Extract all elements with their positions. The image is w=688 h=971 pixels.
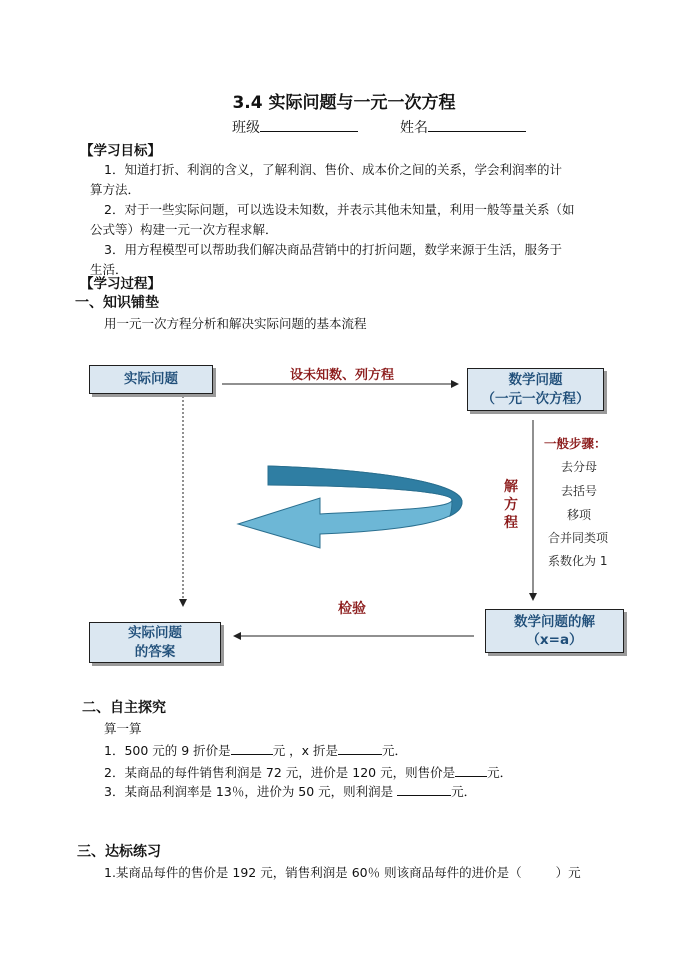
box-math-solution-line-2: （x=a） (526, 632, 583, 648)
class-label: 班级 (232, 120, 260, 136)
practice-q1-part-b: ）元 (555, 865, 581, 880)
section-2-subheading: 算一算 (104, 721, 142, 736)
step-2: 去括号 (561, 484, 598, 498)
section-2-heading: 二、自主探究 (82, 700, 166, 716)
q2-blank[interactable] (455, 762, 487, 777)
objective-3-line-1: 3．用方程模型可以帮助我们解决商品营销中的打折问题，数学来源于生活，服务于 (104, 242, 562, 257)
q1-part-b: 元 ，x 折是 (272, 743, 339, 758)
step-5: 系数化为 1 (548, 554, 608, 568)
curved-return-arrow (238, 466, 462, 548)
box-real-problem (89, 365, 213, 394)
box-answer-line-1: 实际问题 (128, 625, 182, 642)
process-heading: 【学习过程】 (80, 276, 161, 292)
steps-title: 一般步骤： (544, 436, 607, 451)
q1-part-a: 1．500 元的 9 折价是 (104, 743, 231, 758)
step-1: 去分母 (561, 460, 598, 474)
box-math-solution-line-1: 数学问题的解 (514, 613, 595, 630)
practice-q1-part-a: 1.某商品每件的售价是 192 元，销售利润是 60％ 则该商品每件的进价是（ (104, 865, 522, 880)
page-title: 3.4 实际问题与一元一次方程 (232, 93, 456, 113)
explore-question-3 (104, 781, 476, 800)
box-math-problem (467, 368, 604, 411)
step-3: 移项 (567, 508, 592, 522)
section-3-heading: 三、达标练习 (77, 844, 161, 860)
label-set-unknown: 设未知数、列方程 (290, 368, 395, 383)
objectives-heading: 【学习目标】 (80, 143, 161, 159)
q1-blank-2[interactable] (338, 740, 382, 755)
label-check: 检验 (338, 601, 366, 617)
section-1-heading: 一、知识铺垫 (75, 295, 159, 311)
objective-1-line-1: 1．知道打折、利润的含义，了解利润、售价、成本价之间的关系，学会利润率的计 (104, 162, 562, 177)
explore-question-2 (104, 762, 512, 781)
box-answer (89, 622, 221, 663)
objective-3-line-2: 生活． (90, 262, 128, 277)
label-solve-char-1: 解 (504, 479, 518, 495)
q3-part-a: 3．某商品利润率是 13％，进价为 50 元，则利润是 (104, 784, 394, 799)
explore-question-1 (104, 740, 407, 759)
q2-part-a: 2．某商品的每件销售利润是 72 元，进价是 120 元，则售价是 (104, 765, 456, 780)
objective-2-line-1: 2．对于一些实际问题，可以选设未知数，并表示其他未知量，利用一般等量关系（如 (104, 202, 575, 217)
label-solve-char-3: 程 (504, 515, 518, 531)
label-solve-char-2: 方 (504, 497, 518, 513)
label-solve (504, 478, 518, 532)
box-math-solution (485, 609, 624, 653)
box-real-problem-label: 实际问题 (124, 371, 178, 388)
section-1-intro: 用一元一次方程分析和解决实际问题的基本流程 (104, 316, 367, 331)
q3-part-b: 元． (451, 784, 477, 799)
q2-part-b: 元． (487, 765, 513, 780)
q1-blank-1[interactable] (231, 740, 273, 755)
name-label: 姓名 (400, 120, 428, 136)
objective-1-line-2: 算方法． (90, 182, 141, 197)
step-4: 合并同类项 (548, 531, 609, 545)
practice-question-1 (104, 863, 581, 881)
box-math-problem-line-2: （一元一次方程） (481, 390, 590, 407)
q1-part-c: 元． (382, 743, 408, 758)
q3-blank[interactable] (397, 781, 451, 796)
box-answer-line-2: 的答案 (134, 643, 176, 660)
objective-2-line-2: 公式等）构建一元一次方程求解． (90, 222, 278, 237)
box-math-problem-line-1: 数学问题 (508, 372, 563, 389)
